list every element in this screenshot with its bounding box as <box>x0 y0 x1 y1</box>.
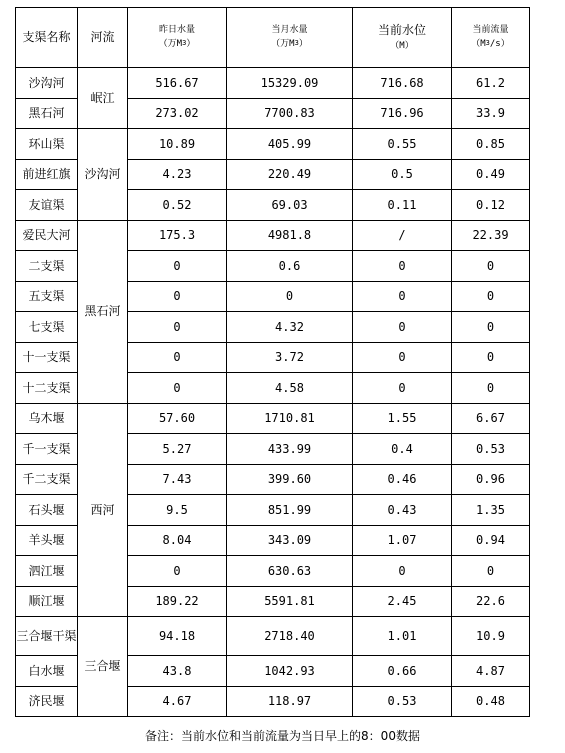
channel-name-cell: 友谊渠 <box>16 190 78 221</box>
flow-rate-cell: 0 <box>452 251 530 282</box>
water-level-cell: 0 <box>353 281 452 312</box>
water-level-cell: 716.68 <box>353 68 452 99</box>
table-row <box>16 617 530 656</box>
table-body <box>16 68 530 717</box>
header-flow-label: 当前流量 <box>472 25 509 36</box>
yesterday-volume-cell: 94.18 <box>128 617 227 656</box>
water-level-cell: 0.11 <box>353 190 452 221</box>
yesterday-volume-cell: 189.22 <box>128 586 227 617</box>
channel-name-cell: 白水堰 <box>16 656 78 687</box>
water-level-cell: 2.45 <box>353 586 452 617</box>
header-row <box>16 8 530 68</box>
flow-rate-cell: 4.87 <box>452 656 530 687</box>
water-level-cell: 0.55 <box>353 129 452 160</box>
flow-rate-cell: 0 <box>452 556 530 587</box>
channel-name-cell: 爱民大河 <box>16 220 78 251</box>
yesterday-volume-cell: 0 <box>128 251 227 282</box>
month-volume-cell: 851.99 <box>227 495 353 526</box>
flow-rate-cell: 0.12 <box>452 190 530 221</box>
yesterday-volume-cell: 0 <box>128 556 227 587</box>
flow-rate-cell: 33.9 <box>452 98 530 129</box>
flow-rate-cell: 0.96 <box>452 464 530 495</box>
flow-rate-cell: 0 <box>452 312 530 343</box>
yesterday-volume-cell: 0.52 <box>128 190 227 221</box>
water-level-cell: 0 <box>353 556 452 587</box>
month-volume-cell: 3.72 <box>227 342 353 373</box>
flow-rate-cell: 22.6 <box>452 586 530 617</box>
yesterday-volume-cell: 4.67 <box>128 686 227 717</box>
flow-rate-cell: 0.94 <box>452 525 530 556</box>
water-level-cell: 0 <box>353 312 452 343</box>
header-channel: 支渠名称 <box>16 8 78 68</box>
channel-name-cell: 十一支渠 <box>16 342 78 373</box>
header-month-unit: （万$M^3$） <box>271 39 308 49</box>
water-level-cell: 1.01 <box>353 617 452 656</box>
month-volume-cell: 5591.81 <box>227 586 353 617</box>
yesterday-volume-cell: 0 <box>128 281 227 312</box>
channel-name-cell: 千二支渠 <box>16 464 78 495</box>
flow-rate-cell: 1.35 <box>452 495 530 526</box>
channel-name-cell: 乌木堰 <box>16 403 78 434</box>
channel-name-cell: 石头堰 <box>16 495 78 526</box>
month-volume-cell: 0.6 <box>227 251 353 282</box>
flow-rate-cell: 0 <box>452 281 530 312</box>
channel-name-cell: 五支渠 <box>16 281 78 312</box>
yesterday-volume-cell: 8.04 <box>128 525 227 556</box>
yesterday-volume-cell: 7.43 <box>128 464 227 495</box>
river-cell: 三合堰 <box>78 617 128 717</box>
channel-name-cell: 济民堰 <box>16 686 78 717</box>
river-cell: 西河 <box>78 403 128 617</box>
channel-name-cell: 千一支渠 <box>16 434 78 465</box>
channel-name-cell: 黑石河 <box>16 98 78 129</box>
footnote: 备注：当前水位和当前流量为当日早上的8：00数据 <box>145 729 420 743</box>
flow-rate-cell: 0 <box>452 373 530 404</box>
water-level-cell: 1.07 <box>353 525 452 556</box>
channel-name-cell: 三合堰干渠 <box>16 617 78 656</box>
header-month <box>227 8 353 68</box>
header-flow-unit: $(M^3/s)$ <box>471 39 510 49</box>
header-month-label: 当月水量 <box>271 25 308 36</box>
month-volume-cell: 2718.40 <box>227 617 353 656</box>
flow-rate-cell: 6.67 <box>452 403 530 434</box>
yesterday-volume-cell: 43.8 <box>128 656 227 687</box>
flow-rate-cell: 0.53 <box>452 434 530 465</box>
yesterday-volume-cell: 0 <box>128 373 227 404</box>
flow-rate-cell: 0.85 <box>452 129 530 160</box>
month-volume-cell: 433.99 <box>227 434 353 465</box>
month-volume-cell: 4.32 <box>227 312 353 343</box>
month-volume-cell: 1710.81 <box>227 403 353 434</box>
water-level-cell: 0.5 <box>353 159 452 190</box>
water-data-table <box>15 7 530 717</box>
yesterday-volume-cell: 273.02 <box>128 98 227 129</box>
yesterday-volume-cell: 0 <box>128 342 227 373</box>
table-row <box>16 403 530 434</box>
month-volume-cell: 4.58 <box>227 373 353 404</box>
water-level-cell: 0.53 <box>353 686 452 717</box>
header-level <box>353 8 452 68</box>
water-level-cell: 0.4 <box>353 434 452 465</box>
month-volume-cell: 405.99 <box>227 129 353 160</box>
month-volume-cell: 343.09 <box>227 525 353 556</box>
table-row <box>16 68 530 99</box>
channel-name-cell: 二支渠 <box>16 251 78 282</box>
channel-name-cell: 泗江堰 <box>16 556 78 587</box>
flow-rate-cell: 61.2 <box>452 68 530 99</box>
yesterday-volume-cell: 10.89 <box>128 129 227 160</box>
header-yesterday-unit: （万$M^3$） <box>158 39 196 49</box>
river-cell: 岷江 <box>78 68 128 129</box>
channel-name-cell: 环山渠 <box>16 129 78 160</box>
yesterday-volume-cell: 516.67 <box>128 68 227 99</box>
month-volume-cell: 399.60 <box>227 464 353 495</box>
month-volume-cell: 118.97 <box>227 686 353 717</box>
month-volume-cell: 69.03 <box>227 190 353 221</box>
flow-rate-cell: 10.9 <box>452 617 530 656</box>
water-level-cell: / <box>353 220 452 251</box>
flow-rate-cell: 0 <box>452 342 530 373</box>
channel-name-cell: 顺江堰 <box>16 586 78 617</box>
header-river: 河流 <box>78 8 128 68</box>
channel-name-cell: 七支渠 <box>16 312 78 343</box>
month-volume-cell: 630.63 <box>227 556 353 587</box>
header-yesterday <box>128 8 227 68</box>
table-row <box>16 220 530 251</box>
river-cell: 黑石河 <box>78 220 128 403</box>
water-level-cell: 0.46 <box>353 464 452 495</box>
yesterday-volume-cell: 0 <box>128 312 227 343</box>
channel-name-cell: 羊头堰 <box>16 525 78 556</box>
water-level-cell: 0.66 <box>353 656 452 687</box>
channel-name-cell: 沙沟河 <box>16 68 78 99</box>
water-level-cell: 0.43 <box>353 495 452 526</box>
month-volume-cell: 1042.93 <box>227 656 353 687</box>
flow-rate-cell: 0.48 <box>452 686 530 717</box>
water-level-cell: 1.55 <box>353 403 452 434</box>
channel-name-cell: 前进红旗 <box>16 159 78 190</box>
flow-rate-cell: 22.39 <box>452 220 530 251</box>
yesterday-volume-cell: 175.3 <box>128 220 227 251</box>
river-cell: 沙沟河 <box>78 129 128 221</box>
header-level-label: 当前水位 <box>377 23 426 38</box>
yesterday-volume-cell: 5.27 <box>128 434 227 465</box>
water-level-cell: 716.96 <box>353 98 452 129</box>
yesterday-volume-cell: 4.23 <box>128 159 227 190</box>
yesterday-volume-cell: 9.5 <box>128 495 227 526</box>
channel-name-cell: 十二支渠 <box>16 373 78 404</box>
water-level-cell: 0 <box>353 342 452 373</box>
month-volume-cell: 7700.83 <box>227 98 353 129</box>
month-volume-cell: 220.49 <box>227 159 353 190</box>
water-level-cell: 0 <box>353 373 452 404</box>
month-volume-cell: 15329.09 <box>227 68 353 99</box>
month-volume-cell: 0 <box>227 281 353 312</box>
water-level-cell: 0 <box>353 251 452 282</box>
month-volume-cell: 4981.8 <box>227 220 353 251</box>
yesterday-volume-cell: 57.60 <box>128 403 227 434</box>
table-row <box>16 129 530 160</box>
header-level-unit: （M） <box>390 40 414 51</box>
flow-rate-cell: 0.49 <box>452 159 530 190</box>
header-flow <box>452 8 530 68</box>
header-yesterday-label: 昨日水量 <box>158 25 195 36</box>
